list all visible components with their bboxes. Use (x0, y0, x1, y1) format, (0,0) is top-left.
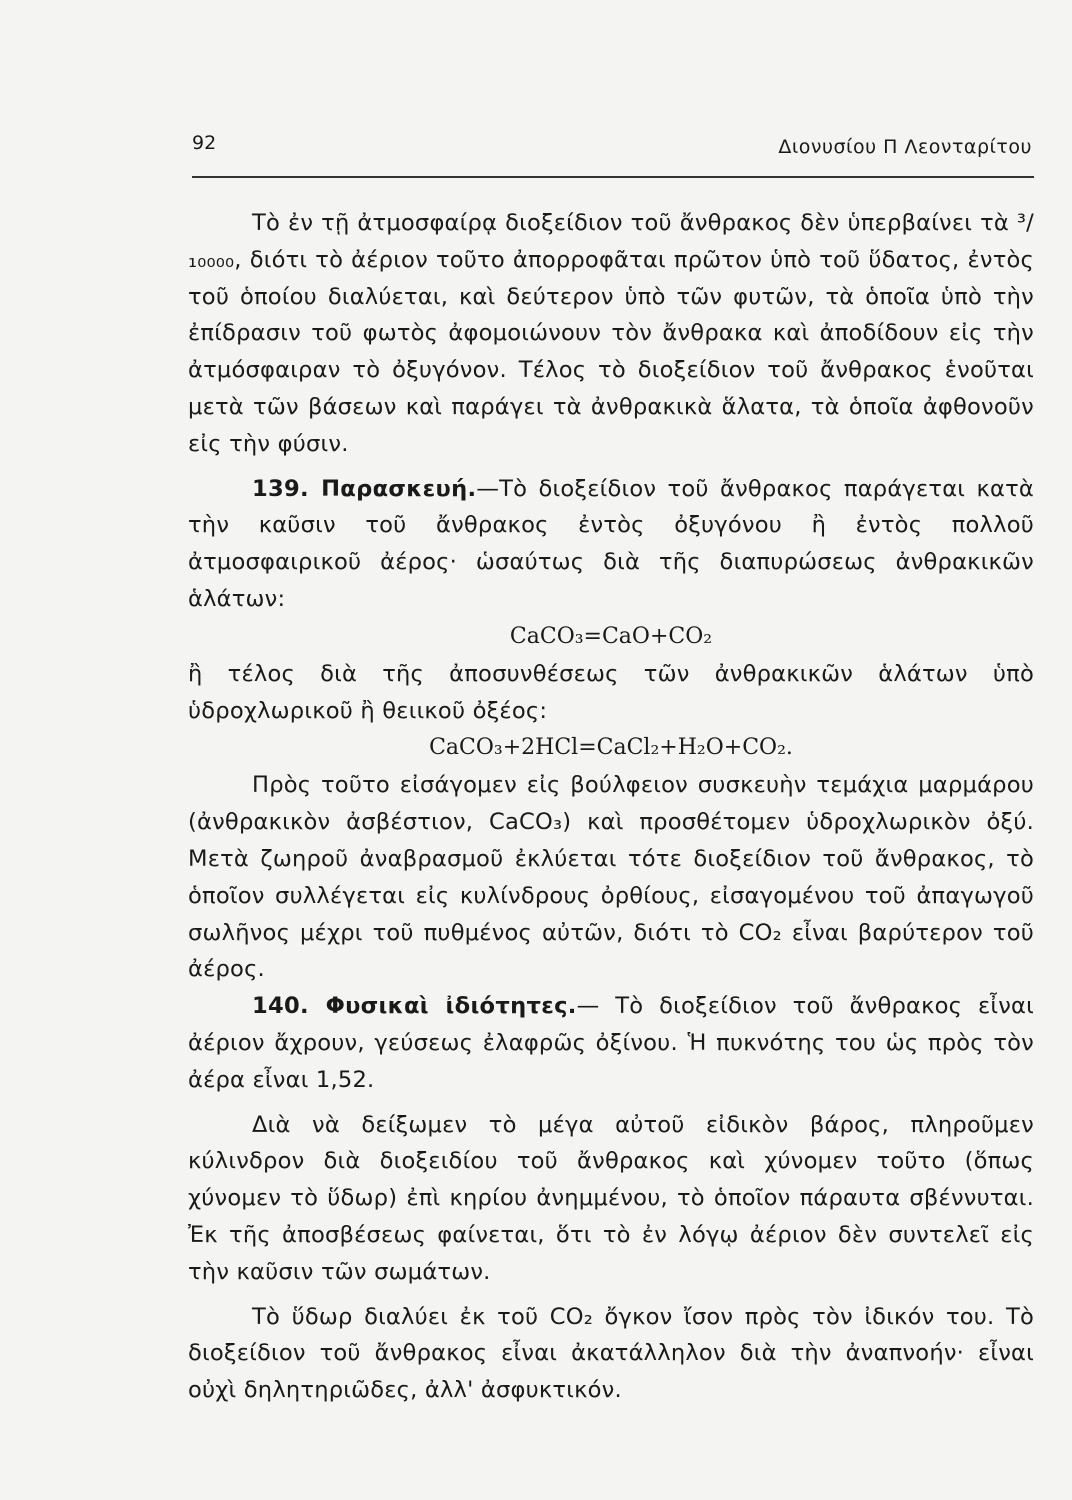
section-139 (188, 471, 1034, 618)
paragraph-atmosphere: Τὸ ἐν τῇ ἀτμοσφαίρᾳ διοξείδιον τοῦ ἄνθρακος δὲν ὑπερβαίνει τὰ ³/₁₀₀₀₀, διότι τὸ ἀέριον τοῦτο ἀπορροφᾶται πρῶτον ὑπὸ τοῦ ὕδατος, ἐντὸς τοῦ ὁποίου διαλύεται, καὶ δεύτερον ὑπὸ τῶν φυτῶν, τὰ ὁποῖα ὑπὸ τὴν ἐπίδρασιν τοῦ φωτὸς ἀφομοιώνουν τὸν ἄνθρακα καὶ ἀποδίδουν εἰς τὴν ἀτμόσφαιραν τὸ ὀξυγόνον. Τέλος τὸ διοξείδιον τοῦ ἄνθρακος ἑνοῦται μετὰ τῶν βάσεων καὶ παράγει τὰ ἀνθρακικὰ ἅλατα, τὰ ὁποῖα ἀφθονοῦν εἰς τὴν φύσιν. (188, 210, 1034, 457)
section-140-text: — Τὸ διοξείδιον τοῦ ἄνθρακος εἶναι ἀέριον ἄχρουν, γεύσεως ἐλαφρῶς ὀξίνου. Ἡ πυκνότης του ὡς πρὸς τὸν ἀέρα εἶναι 1,52. (188, 993, 1034, 1093)
paragraph-decomposition: ἢ τέλος διὰ τῆς ἀποσυνθέσεως τῶν ἀνθρακικῶν ἁλάτων ὑπὸ ὑδροχλωρικοῦ ἢ θειικοῦ ὀξέος: (188, 660, 1034, 724)
paragraph-apparatus: Πρὸς τοῦτο εἰσάγομεν εἰς βούλφειον συσκευὴν τεμάχια μαρμάρου (ἀνθρακικὸν ἀσβέστιον, CaCO₃) καὶ προσθέτομεν ὑδροχλωρικὸν ὀξύ. Μετὰ ζωηροῦ ἀναβρασμοῦ ἐκλύεται τότε διοξείδιον τοῦ ἄνθρακος, τὸ ὁποῖον συλλέγεται εἰς κυλίνδρους ὀρθίους, εἰσαγομένου τοῦ ἀπαγωγοῦ σωλῆνος μέχρι τοῦ πυθμένος αὐτῶν, διότι τὸ CO₂ εἶναι βαρύτερον τοῦ ἀέρος. (188, 772, 1034, 983)
equation-acid-reaction: CaCO₃+2HCl=CaCl₂+H₂O+CO₂. (429, 735, 793, 761)
page-body (188, 205, 1034, 1409)
equation-calcination: CaCO₃=CaO+CO₂ (509, 623, 713, 649)
page-header (192, 128, 1032, 168)
page-number: 92 (192, 132, 217, 154)
section-139-text: —Τὸ διοξείδιον τοῦ ἄνθρακος παράγεται κατὰ τὴν καῦσιν τοῦ ἄνθρακος ἐντὸς ὀξυγόνου ἢ ἐντὸς πολλοῦ ἀτμοσφαιρικοῦ ἀέρος· ὡσαύτως διὰ τῆς διαπυρώσεως ἀνθρακικῶν ἁλάτων: (188, 475, 1034, 612)
section-139-heading: 139. Παρασκευή. (252, 475, 477, 502)
paragraph-solubility: Τὸ ὕδωρ διαλύει ἐκ τοῦ CO₂ ὄγκον ἴσον πρὸς τὸν ἰδικόν του. Τὸ διοξείδιον τοῦ ἄνθρακος εἶναι ἀκατάλληλον διὰ τὴν ἀναπνοήν· εἶναι οὐχὶ δηλητηριῶδες, ἀλλ' ἀσφυκτικόν. (188, 1303, 1034, 1404)
paragraph-density-demo: Διὰ νὰ δείξωμεν τὸ μέγα αὐτοῦ εἰδικὸν βάρος, πληροῦμεν κύλινδρον διὰ διοξειδίου τοῦ ἄνθρακος καὶ χύνομεν τοῦτο (ὅπως χύνομεν τὸ ὕδωρ) ἐπὶ κηρίου ἀνημμένου, τὸ ὁποῖον πάραυτα σβέννυται. Ἐκ τῆς ἀποσβέσεως φαίνεται, ὅτι τὸ ἐν λόγῳ ἀέριον δὲν συντελεῖ εἰς τὴν καῦσιν τῶν σωμάτων. (188, 1111, 1034, 1285)
section-140-heading: 140. Φυσικαὶ ἰδιότητες. (252, 993, 577, 1020)
header-rule (192, 176, 1034, 178)
section-140 (188, 988, 1034, 1098)
running-head: Διονυσίου Π Λεονταρίτου (778, 136, 1032, 158)
